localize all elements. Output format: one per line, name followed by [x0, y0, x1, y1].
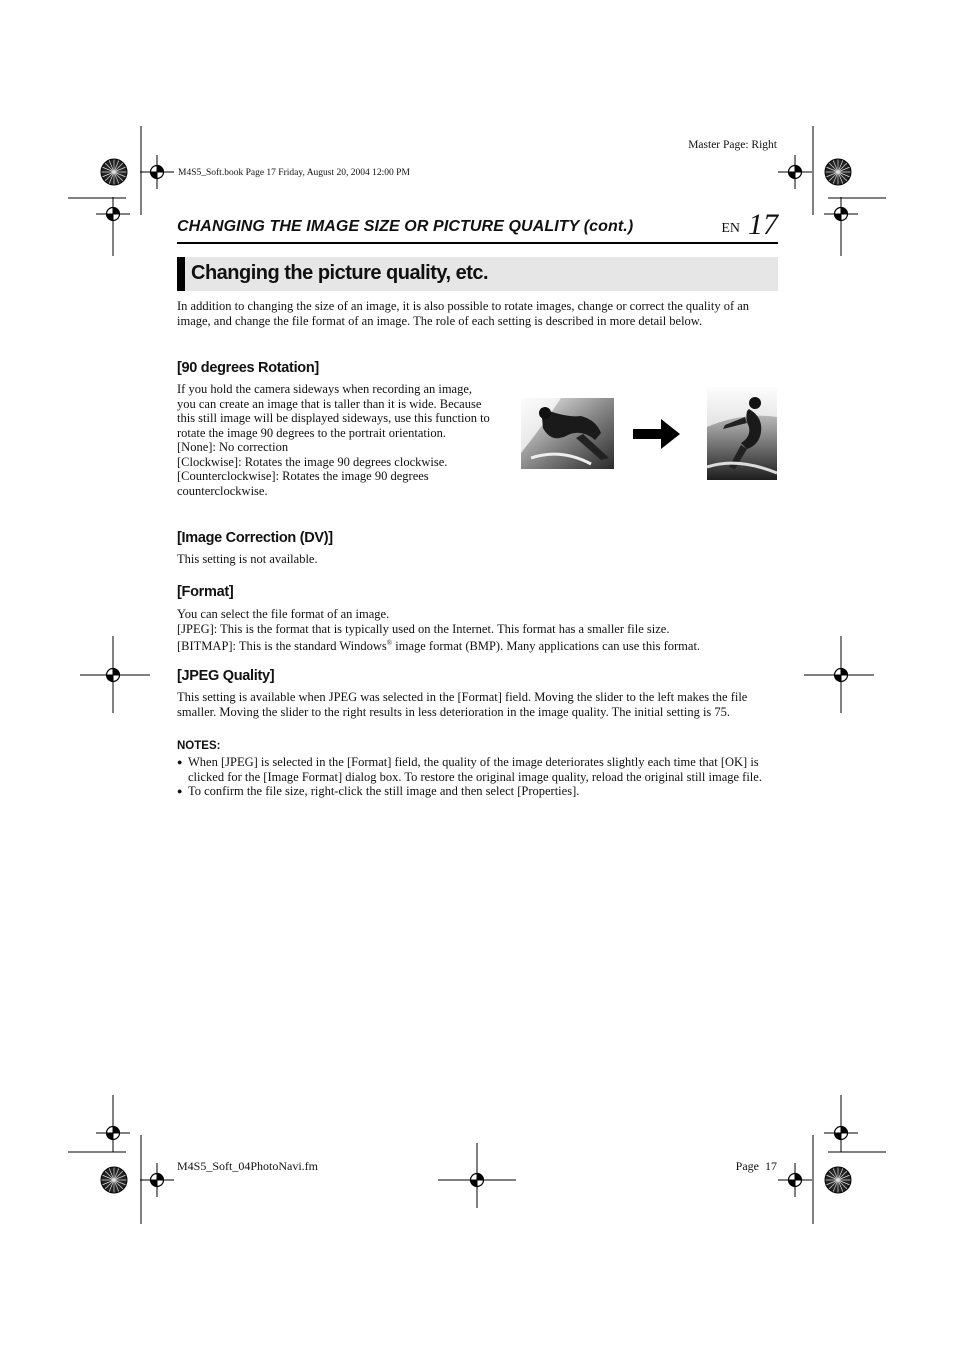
format-bitmap	[177, 636, 778, 654]
note-text: To confirm the file size, right-click the still image and then select [Properties].	[188, 784, 580, 798]
note-item	[177, 784, 778, 799]
note-bullet: ●	[177, 757, 183, 767]
rotation-body: If you hold the camera sideways when recording an image, you can create an image that is taller than it is wide. Because this still image will be displayed sideways, use this function to rotate the image 90 degrees to the portrait orientation.	[177, 382, 490, 440]
rotation-text	[177, 382, 493, 498]
rotation-clockwise: [Clockwise]: Rotates the image 90 degrees clockwise.	[177, 454, 448, 469]
footer-page: Page 17	[735, 1159, 777, 1173]
portrait-photo	[707, 387, 777, 480]
jpeg-quality-heading: [JPEG Quality]	[177, 668, 275, 684]
header-rule	[177, 242, 778, 244]
running-header	[177, 208, 778, 244]
page-number: 17	[748, 208, 778, 241]
format-jpeg: [JPEG]: This is the format that is typically used on the Internet. This format has a smaller file size.	[177, 621, 670, 636]
format-bitmap-pre: [BITMAP]: This is the standard Windows	[177, 639, 387, 654]
arrow-right-icon	[633, 419, 680, 449]
footer-filename: M4S5_Soft_04PhotoNavi.fm	[177, 1159, 319, 1173]
correction-heading: [Image Correction (DV)]	[177, 530, 333, 546]
note-item	[177, 755, 778, 784]
header-lang: EN	[721, 221, 740, 236]
rotation-none: [None]: No correction	[177, 440, 289, 454]
book-info-slug: M4S5_Soft.book Page 17 Friday, August 20, 2004 12:00 PM	[178, 168, 410, 178]
rotation-counterclockwise: [Counterclockwise]: Rotates the image 90 degrees counterclockwise.	[177, 469, 429, 498]
intro-paragraph: In addition to changing the size of an image, it is also possible to rotate images, change or correct the quality of an image, and change the file format of an image. The role of each setting is described in more detail below.	[177, 299, 750, 328]
notes-heading: NOTES:	[177, 740, 221, 752]
header-title: CHANGING THE IMAGE SIZE OR PICTURE QUALITY (cont.)	[177, 218, 634, 235]
section-band	[177, 257, 778, 291]
format-body: You can select the file format of an image.	[177, 607, 390, 621]
format-bitmap-post: image format (BMP). Many applications can use this format.	[392, 639, 701, 654]
section-title: Changing the picture quality, etc.	[191, 262, 489, 284]
jpeg-quality-body: This setting is available when JPEG was selected in the [Format] field. Moving the slider to the left makes the file smaller. Moving the slider to the right results in less deterioration in the image quality. The initial setting is 75.	[177, 690, 748, 719]
notes-list	[177, 755, 778, 799]
note-text: When [JPEG] is selected in the [Format] field, the quality of the image deteriorates slightly each time that [OK] is clicked for the [Image Format] dialog box. To restore the original image quality, reload the original still image file.	[188, 755, 762, 784]
format-text	[177, 607, 778, 654]
rotation-heading: [90 degrees Rotation]	[177, 360, 319, 376]
correction-body: This setting is not available.	[177, 552, 318, 566]
registered-mark: ®	[386, 639, 393, 647]
format-heading: [Format]	[177, 584, 234, 600]
note-bullet: ●	[177, 786, 183, 796]
master-page-label: Master Page: Right	[688, 139, 777, 151]
sideways-photo	[521, 398, 614, 469]
section-band-marker	[177, 257, 185, 291]
